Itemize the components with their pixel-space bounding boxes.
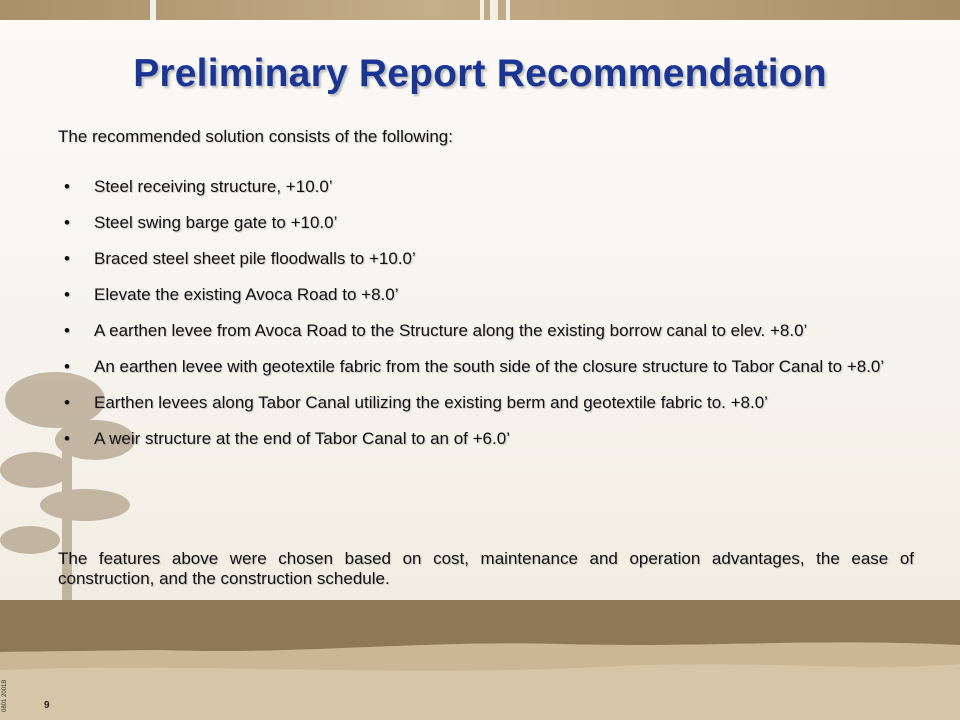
bullet-icon: • xyxy=(64,321,70,340)
bullet-icon: • xyxy=(64,213,70,232)
list-item: • A weir structure at the end of Tabor Canal to an of +6.0’ xyxy=(64,429,510,448)
slide-title: Preliminary Report Recommendation xyxy=(133,52,827,95)
bullet-icon: • xyxy=(64,249,70,268)
list-item: • Braced steel sheet pile floodwalls to +10.0’ xyxy=(64,249,416,268)
list-item: • Steel swing barge gate to +10.0’ xyxy=(64,213,338,232)
bullet-icon: • xyxy=(64,393,70,412)
list-item: • Steel receiving structure, +10.0’ xyxy=(64,177,333,196)
bullet-icon: • xyxy=(64,177,70,196)
recommendation-list xyxy=(58,177,914,465)
list-item: • A earthen levee from Avoca Road to the Structure along the existing borrow canal to elev. +8.0’ xyxy=(64,321,808,340)
top-decorative-bar xyxy=(0,0,960,20)
page-number: 9 xyxy=(44,700,50,711)
closing-text: The features above were chosen based on cost, maintenance and operation advantages, the ease of construction, and the construction schedule. xyxy=(58,549,914,588)
list-item: • Elevate the existing Avoca Road to +8.0’ xyxy=(64,285,399,304)
side-code-label: 0801 2001B xyxy=(2,679,8,712)
bullet-icon: • xyxy=(64,285,70,304)
list-item: • An earthen levee with geotextile fabric from the south side of the closure structure to Tabor Canal to +8.0’ xyxy=(64,357,885,376)
list-item: • Earthen levees along Tabor Canal utilizing the existing berm and geotextile fabric to. +8.0’ xyxy=(64,393,768,412)
bullet-icon: • xyxy=(64,357,70,376)
landscape-background-image xyxy=(0,600,960,720)
intro-text: The recommended solution consists of the following: xyxy=(58,127,453,146)
bullet-icon: • xyxy=(64,429,70,448)
